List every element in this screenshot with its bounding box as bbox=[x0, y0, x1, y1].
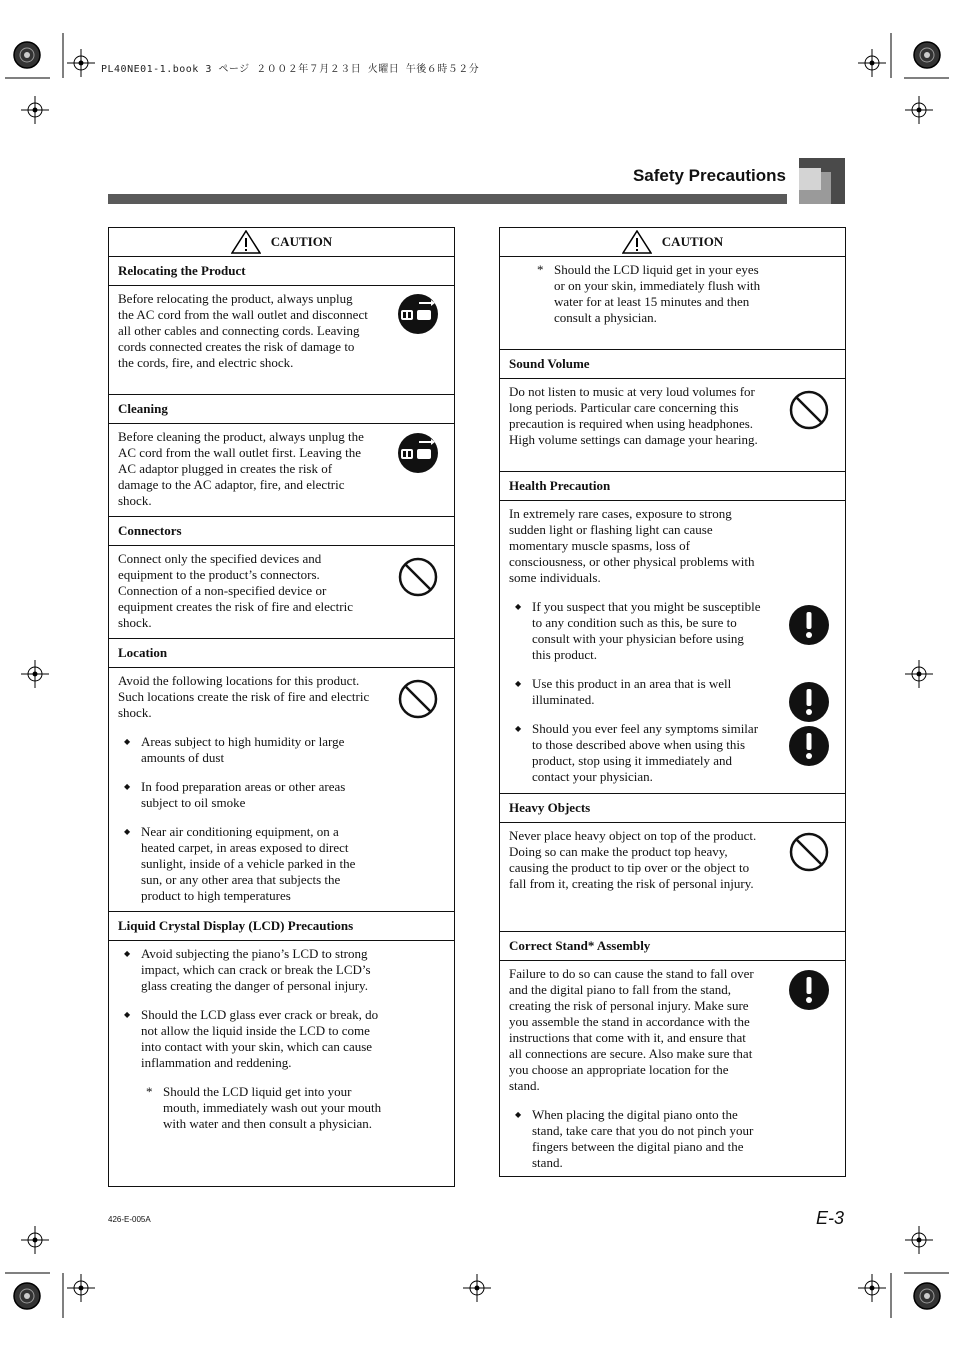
section-heading-cleaning: Cleaning bbox=[109, 395, 454, 424]
right-caution-box bbox=[499, 227, 846, 1177]
unplug-icon bbox=[397, 432, 439, 474]
list-item: ◆ In food preparation areas or other areas subject to oil smoke bbox=[118, 779, 370, 811]
prohibited-icon bbox=[788, 831, 830, 873]
section-body-relocating bbox=[109, 286, 454, 395]
section-heading-relocating: Relocating the Product bbox=[109, 257, 454, 286]
mandatory-exclamation-icon bbox=[788, 681, 830, 723]
list-item: ◆ Should you ever feel any symptoms similar to those described above when using this product, stop using it immediately and contact your physician. bbox=[509, 721, 761, 785]
caution-header bbox=[109, 228, 454, 257]
caution-header bbox=[500, 228, 845, 257]
prohibited-icon bbox=[788, 389, 830, 431]
warning-triangle-icon bbox=[231, 230, 261, 254]
list-item: ◆ Near air conditioning equipment, on a heated carpet, in areas exposed to direct sunlight, inside of a vehicle parked in the sun, or any other area that subjects the product to high temperatures bbox=[118, 824, 370, 904]
caution-label: CAUTION bbox=[661, 234, 724, 249]
section-heading-lcd: Liquid Crystal Display (LCD) Precautions bbox=[109, 912, 454, 941]
section-heading-heavy: Heavy Objects bbox=[500, 794, 845, 823]
section-body-heavy bbox=[500, 823, 845, 932]
left-caution-box bbox=[108, 227, 455, 1187]
footer-code: 426-E-005A bbox=[108, 1215, 151, 1224]
section-body-location bbox=[109, 668, 454, 912]
unplug-icon bbox=[397, 293, 439, 335]
title-rule bbox=[108, 194, 787, 204]
section-body-health bbox=[500, 501, 845, 794]
page-number: E-3 bbox=[816, 1208, 845, 1228]
list-item: ◆ Use this product in an area that is well illuminated. bbox=[509, 676, 761, 708]
section-heading-stand: Correct Stand* Assembly bbox=[500, 932, 845, 961]
mandatory-exclamation-icon bbox=[788, 725, 830, 767]
print-header: PL40NE01-1.book 3 ページ ２００２年７月２３日 火曜日 午後６時５２分 bbox=[101, 64, 480, 75]
list-item: ◆ Avoid subjecting the piano’s LCD to strong impact, which can crack or break the LCD’s glass creating the danger of personal injury. bbox=[118, 946, 384, 994]
corner-tab-graphic bbox=[799, 158, 845, 204]
list-item: ◆ Areas subject to high humidity or large amounts of dust bbox=[118, 734, 370, 766]
paragraph: Before cleaning the product, always unplug the AC cord from the wall outlet first. Leaving the AC adaptor plugged in creates the risk of damage to the AC adaptor, fire, and electric shock. bbox=[118, 429, 364, 508]
section-body-connectors bbox=[109, 546, 454, 639]
paragraph: Failure to do so can cause the stand to fall over and the digital piano to fall from the stand, creating the risk of personal injury. Make sure you assemble the stand in accordance with the instructions that come with it, and ensure that all connections are secure. Also make sure that you choose an appropriate location for the stand. bbox=[509, 966, 754, 1093]
section-heading-connectors: Connectors bbox=[109, 517, 454, 546]
paragraph: Doing so can make the product top heavy, causing the product to tip over or the object to fall from it, creating the risk of personal injury. bbox=[509, 844, 754, 891]
mandatory-exclamation-icon bbox=[788, 969, 830, 1011]
paragraph: In extremely rare cases, exposure to strong sudden light or flashing light can cause momentary muscle spasms, loss of consciousness, or other physical problems with some individuals. bbox=[509, 506, 755, 585]
mandatory-exclamation-icon bbox=[788, 604, 830, 646]
section-body-lcd bbox=[109, 928, 454, 1139]
section-body-cleaning bbox=[109, 424, 454, 517]
section-body-sound bbox=[500, 379, 845, 472]
paragraph: Before relocating the product, always unplug the AC cord from the wall outlet and disconnect all other cables and connecting cords. Leaving cords connected creates the risk of damage to the cords, fire, and electric shock. bbox=[118, 291, 368, 370]
paragraph: Never place heavy object on top of the product. bbox=[509, 828, 757, 843]
note-item: * Should the LCD liquid get in your eyes or on your skin, immediately flush with water for at least 15 minutes and then consult a physician. bbox=[509, 262, 761, 326]
paragraph: Avoid the following locations for this product. Such locations create the risk of fire and electric shock. bbox=[118, 673, 370, 720]
section-body-lcd-continued bbox=[500, 257, 845, 350]
caution-label: CAUTION bbox=[270, 234, 333, 249]
section-title: Safety Precautions bbox=[632, 166, 786, 185]
warning-triangle-icon bbox=[622, 230, 652, 254]
prohibited-icon bbox=[397, 678, 439, 720]
note-item: * Should the LCD liquid get into your mouth, immediately wash out your mouth with water and then consult a physician. bbox=[118, 1084, 384, 1132]
section-body-stand bbox=[500, 961, 845, 1178]
section-heading-health: Health Precaution bbox=[500, 472, 845, 501]
list-item: ◆ When placing the digital piano onto the stand, take care that you do not pinch your fingers between the digital piano and the stand. bbox=[509, 1107, 761, 1171]
section-heading-sound: Sound Volume bbox=[500, 350, 845, 379]
prohibited-icon bbox=[397, 556, 439, 598]
section-heading-location: Location bbox=[109, 639, 454, 668]
list-item: ◆ If you suspect that you might be susceptible to any condition such as this, be sure to consult with your physician before using this product. bbox=[509, 599, 761, 663]
paragraph: Do not listen to music at very loud volumes for long periods. Particular care concerning this precaution is required when using headphones. High volume settings can damage your hearing. bbox=[509, 384, 758, 447]
paragraph: Connect only the specified devices and equipment to the product’s connectors. Connection of a non-specified device or equipment creates the risk of fire and electric shock. bbox=[118, 551, 353, 630]
list-item: ◆ Should the LCD glass ever crack or break, do not allow the liquid inside the LCD to come into contact with your skin, which can cause inflammation and reddening. bbox=[118, 1007, 384, 1071]
